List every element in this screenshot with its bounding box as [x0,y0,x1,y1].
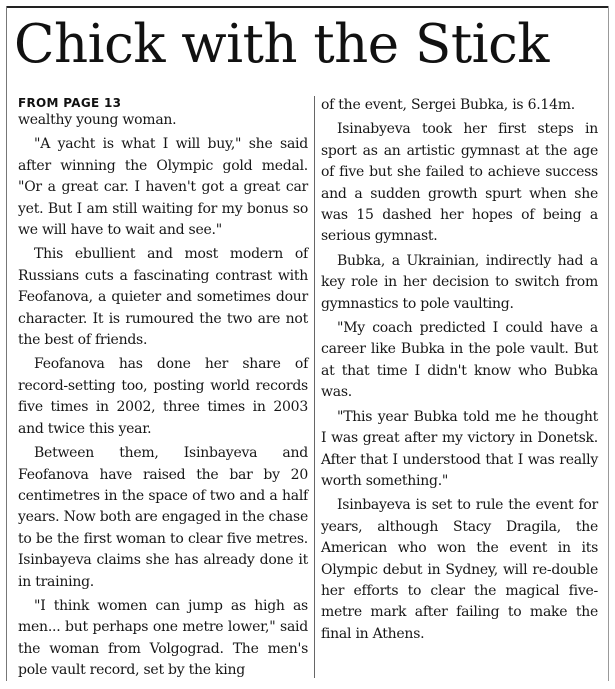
paragraph: "My coach predicted I could have a career like Bubka in the pole vault. But at that time I didn't know who Bubka was. [321,320,598,401]
column-divider [314,96,315,678]
paragraph: wealthy young woman. [18,112,177,128]
paragraph: Feofanova has done her share of record-setting too, posting world records five times in 2002, three times in 2003 and twice this year. [18,356,308,437]
paragraph: Between them, Isinbayeva and Feofanova have raised the bar by 20 centimetres in the space of two and a half years. Now both are engaged in the chase to be the first woman to clear five metres. Isinbayeva claims she has already done it in training. [18,445,308,590]
paragraph: "This year Bubka told me he thought I was great after my victory in Donetsk. After that I understood that I was really worth something." [321,408,598,489]
headline: Chick with the Stick [14,14,549,75]
right-border [608,6,609,681]
paragraph: Isinabyeva took her first steps in sport as an artistic gymnast at the age of five but she failed to achieve success and a sudden growth spurt when she was 15 dashed her hopes of being a serious gymnast. [321,121,598,245]
paragraph: This ebullient and most modern of Russians cuts a fascinating contrast with Feofanova, a quieter and sometimes dour character. It is rumoured the two are not the best of friends. [18,246,308,349]
article-column-right [321,95,598,648]
paragraph: of the event, Sergei Bubka, is 6.14m. [321,97,575,113]
paragraph: "A yacht is what I will buy," she said after winning the Olympic gold medal. "Or a great car. I haven't got a great car yet. But I am still waiting for my bonus so we will have to wait and see." [18,136,308,239]
paragraph: "I think women can jump as high as men... but perhaps one metre lower," said the woman from Volgograd. The men's pole vault record, set by the king [18,597,308,679]
top-rule [6,6,609,8]
left-border [6,6,7,681]
article-column-left [18,94,308,685]
continuation-kicker: FROM PAGE 13 [18,96,122,110]
paragraph: Isinbayeva is set to rule the event for years, although Stacy Dragila, the American who won the event in its Olympic debut in Sydney, will re-double her efforts to clear the magical five-metre mark after failing to make the final in Athens. [321,497,598,642]
paragraph: Bubka, a Ukrainian, indirectly had a key role in her decision to switch from gymnastics to pole vaulting. [321,252,598,312]
